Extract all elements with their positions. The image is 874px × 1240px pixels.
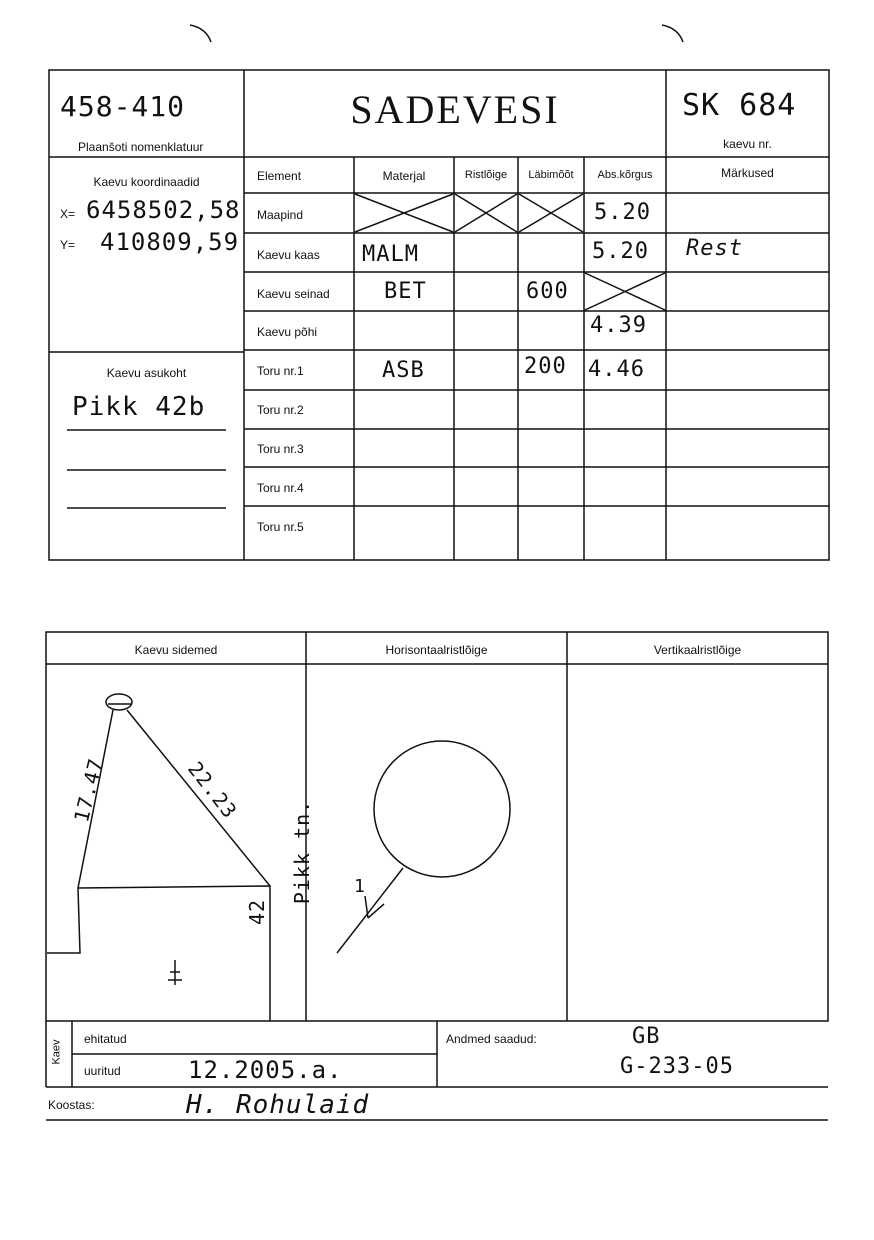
tie-distance-left: 17.47: [69, 755, 109, 825]
col-header-diameter: Läbimõõt: [528, 169, 574, 181]
horizontal-section-sketch: [337, 741, 510, 953]
row-label: Toru nr.4: [257, 481, 304, 495]
cell-height: 5.20: [592, 239, 649, 264]
col-header-notes: Märkused: [721, 166, 774, 180]
punch-mark: [190, 25, 211, 42]
surveyed-value: 12.2005.a.: [188, 1056, 343, 1084]
tie-distance-right: 22.23: [183, 756, 243, 824]
y-label: Y=: [60, 238, 76, 252]
pipe-number: 1: [354, 876, 366, 897]
row-label: Toru nr.1: [257, 364, 304, 378]
location-label: Kaevu asukoht: [106, 366, 187, 380]
y-value: 410809,59: [100, 228, 240, 256]
surveyed-label: uuritud: [84, 1064, 121, 1078]
footer-side-label: Kaev: [50, 1039, 63, 1065]
data-source-value-1: GB: [632, 1024, 661, 1049]
compiled-by-label: Koostas:: [48, 1098, 95, 1112]
col-header-abs-height: Abs.kõrgus: [597, 169, 653, 181]
punch-mark: [662, 25, 683, 42]
compiled-by-value: H. Rohulaid: [186, 1090, 370, 1120]
well-number: SK 684: [682, 88, 797, 123]
x-value: 6458502,58: [86, 196, 241, 224]
coordinates-label: Kaevu koordinaadid: [93, 175, 200, 189]
section-ties: Kaevu sidemed: [134, 643, 218, 657]
row-label: Toru nr.5: [257, 520, 304, 534]
house-number: 42: [245, 898, 270, 926]
well-number-label: kaevu nr.: [723, 137, 772, 151]
cell-height: 4.46: [588, 357, 645, 382]
data-source-value-2: G-233-05: [620, 1054, 734, 1079]
col-header-element: Element: [257, 169, 302, 183]
cell-diameter: 200: [524, 354, 567, 379]
row-label: Kaevu seinad: [257, 287, 330, 301]
row-label: Kaevu põhi: [257, 325, 318, 339]
section-horizontal: Horisontaalristlõige: [385, 643, 488, 657]
cell-material: BET: [384, 279, 427, 304]
cell-height: 4.39: [590, 313, 647, 338]
row-label: Toru nr.3: [257, 442, 304, 456]
built-label: ehitatud: [84, 1032, 127, 1046]
cell-material: ASB: [382, 358, 425, 383]
location-value: Pikk 42b: [72, 392, 206, 422]
page-title: SADEVESI: [350, 87, 560, 132]
row-label: Maapind: [257, 208, 304, 222]
sheet-label: Plaanšoti nomenklatuur: [78, 140, 204, 154]
data-source-label: Andmed saadud:: [446, 1032, 537, 1046]
col-header-cross-section: Ristlõige: [464, 169, 508, 181]
cell-height: 5.20: [594, 200, 651, 225]
sheet-number: 458-410: [60, 90, 186, 123]
x-label: X=: [60, 207, 76, 221]
cell-material: MALM: [362, 242, 419, 267]
col-header-material: Materjal: [382, 169, 426, 183]
street-name: Pikk tn.: [290, 799, 315, 905]
row-label: Toru nr.2: [257, 403, 304, 417]
cell-notes: Rest: [686, 236, 743, 261]
cell-diameter: 600: [526, 279, 569, 304]
ties-sketch: [47, 694, 270, 1021]
row-label: Kaevu kaas: [257, 248, 320, 262]
section-vertical: Vertikaalristlõige: [653, 643, 742, 657]
